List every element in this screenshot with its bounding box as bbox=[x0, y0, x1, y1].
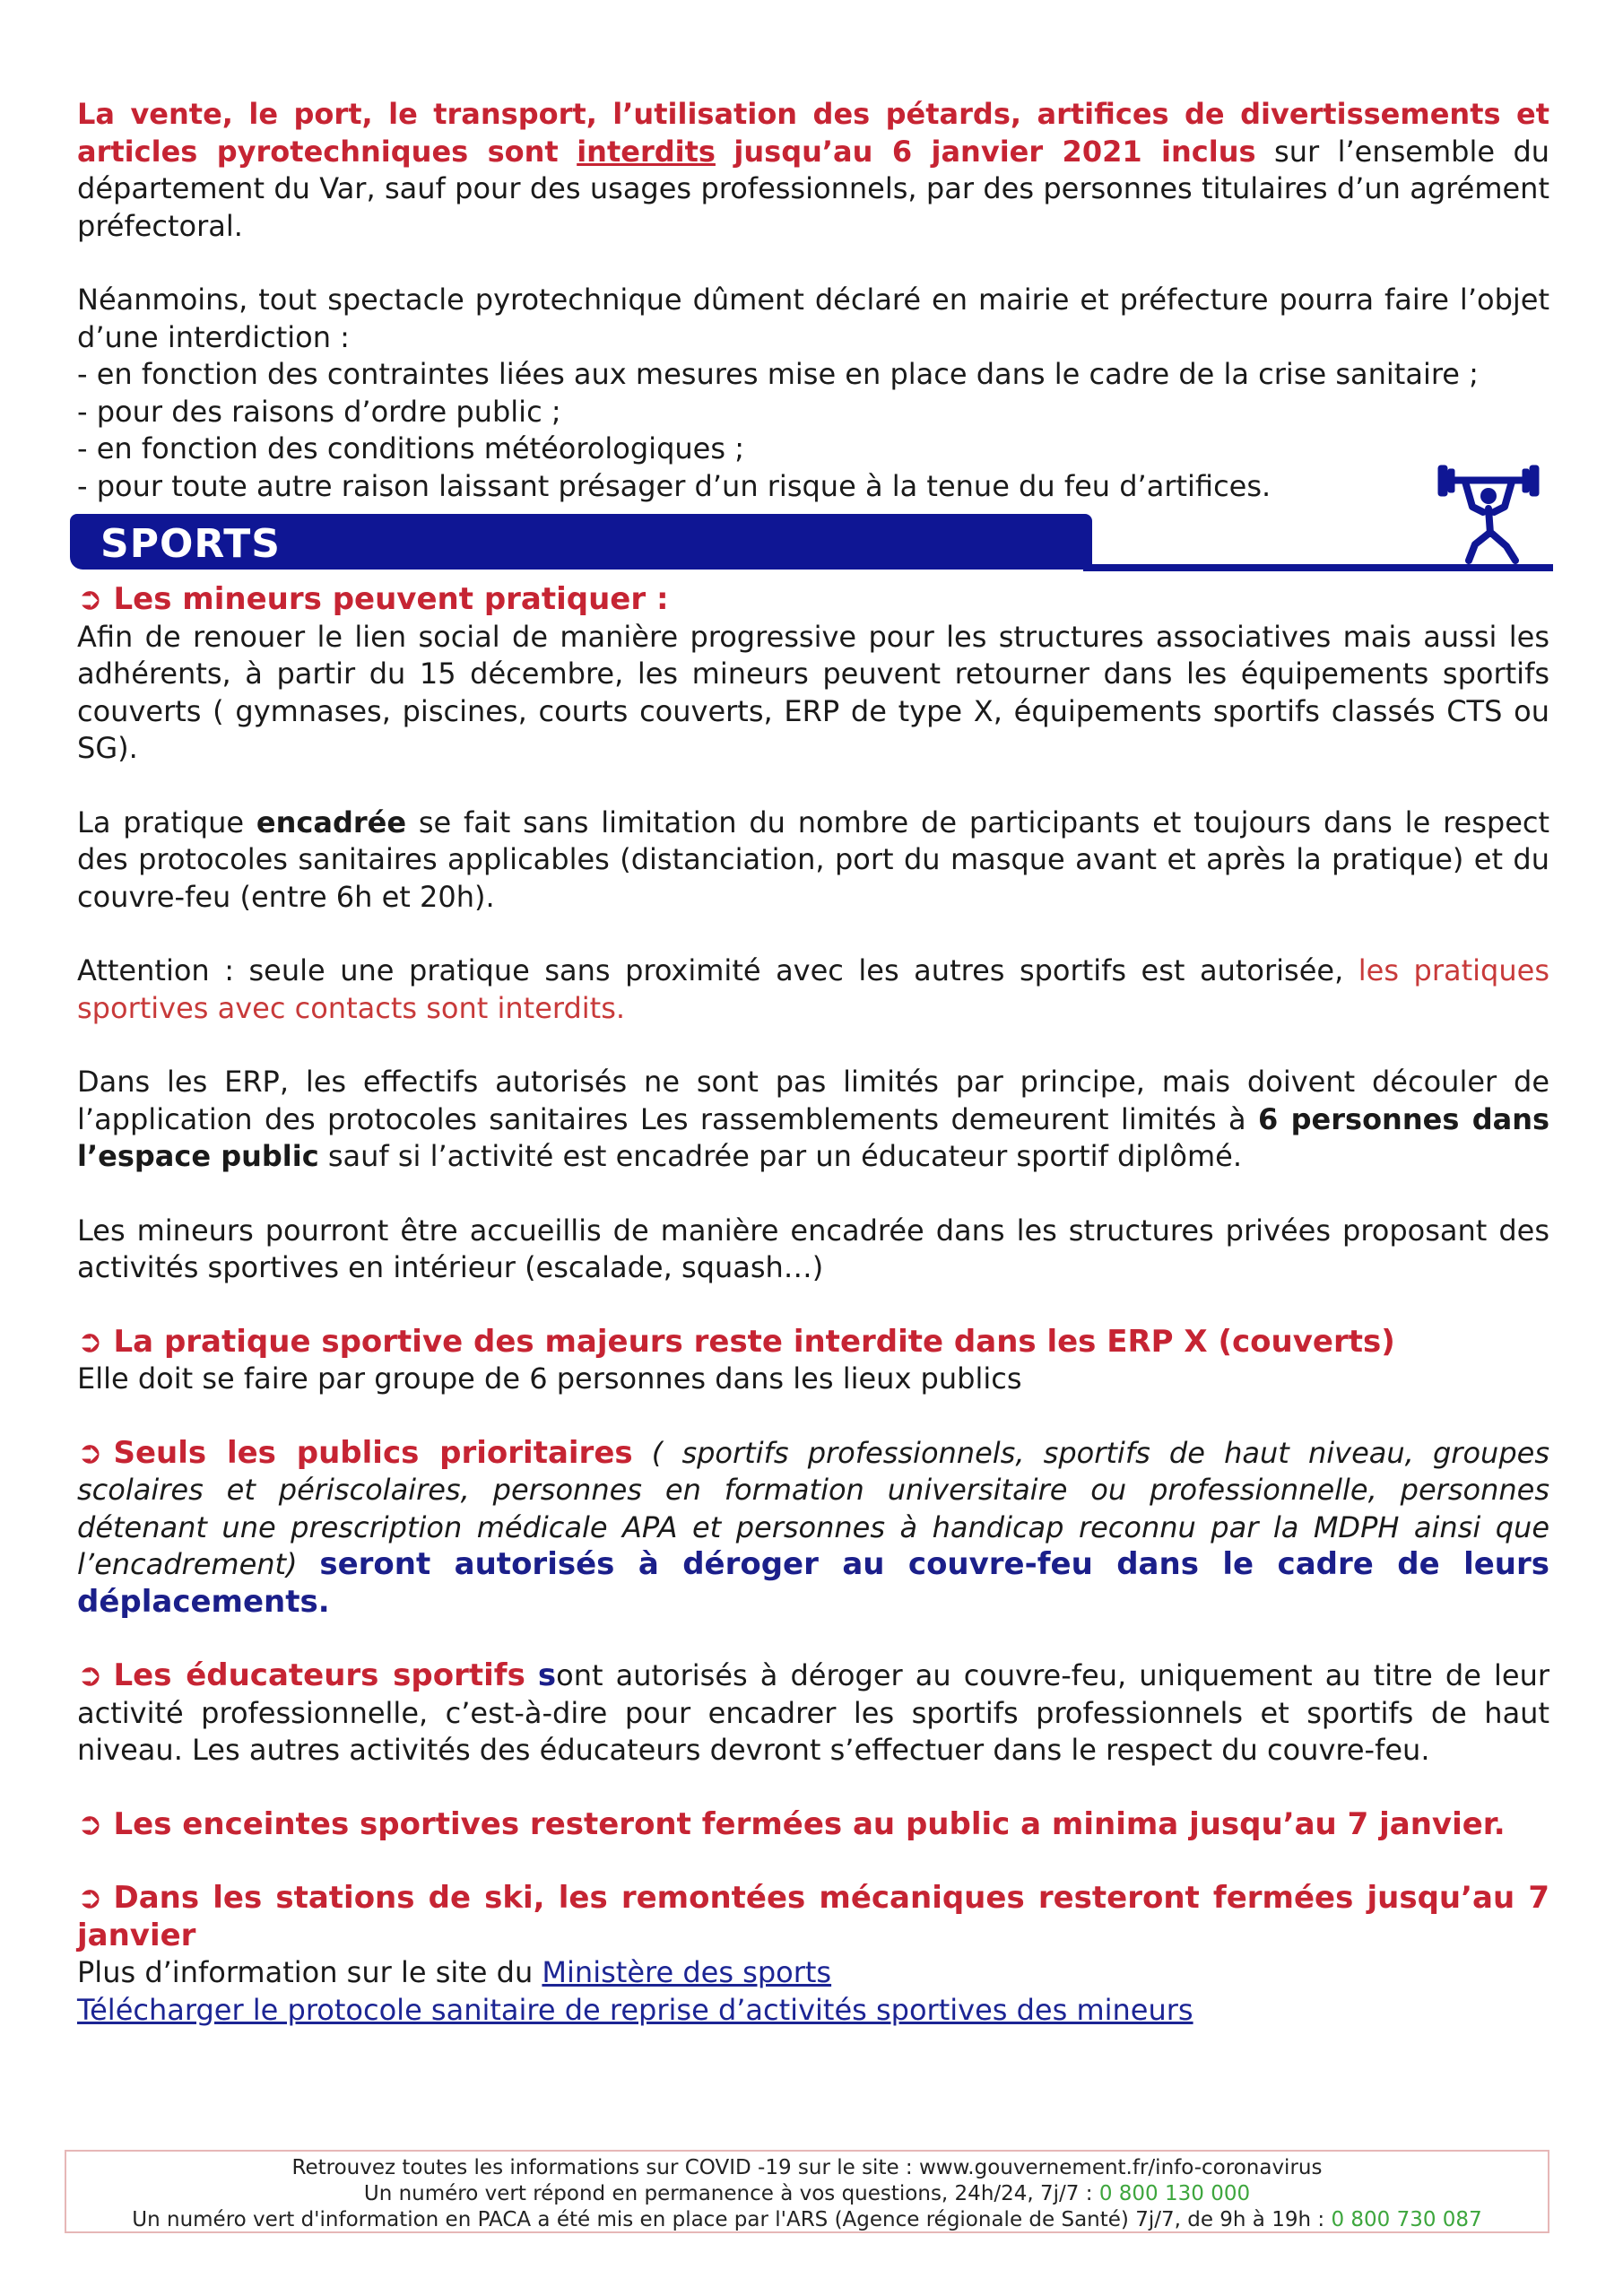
arrow-right-icon: ➲ bbox=[77, 1657, 103, 1693]
encadree-bold: encadrée bbox=[256, 804, 407, 839]
educateurs-paragraph: ➲ Les éducateurs sportifs sont autorisés à déroger au couvre-feu, uniquement au titre de leur activité professionnelle, c’est-à-dire pour encadrer les sportifs professionnels et sportifs de haut niveau. Les autres activités des éducateurs devront s’effectuer dans le respect du couvre-feu. bbox=[77, 1657, 1550, 1767]
educateurs-heading: Les éducateurs sportifs bbox=[113, 1657, 525, 1693]
sports-banner-bar bbox=[70, 514, 1092, 570]
ski-heading: ➲ Dans les stations de ski, les remontées mécaniques resteront fermées jusqu’au 7 janvier bbox=[77, 1880, 1549, 1953]
arrow-right-icon: ➲ bbox=[77, 581, 103, 617]
prioritaires-list: ( sportifs professionnels, sportifs de haut niveau, groupes scolaires et périscolaires, personnes en formation universitaire ou professionnelle, personnes détenant une prescription médicale APA et personnes à handicap reconnu par la MDPH ainsi que l’encadrement) bbox=[77, 1435, 1549, 1581]
arrow-right-icon: ➲ bbox=[77, 1323, 103, 1360]
contacts-interdits: les pratiques sportives avec contacts sont interdits. bbox=[77, 953, 1549, 1025]
pratique-encadree-paragraph: La pratique encadrée se fait sans limitation du nombre de participants et toujours dans le respect des protocoles sanitaires applicables (distanciation, port du masque avant et après la pratique) et du couvre-feu (entre 6h et 20h). bbox=[77, 804, 1550, 914]
arrow-right-icon: ➲ bbox=[77, 1805, 103, 1842]
ban-statement: La vente, le port, le transport, l’utilisation des pétards, artifices de divertissements et articles pyrotechniques sont bbox=[77, 97, 1549, 169]
majeurs-heading: ➲ La pratique sportive des majeurs reste interdite dans les ERP X (couverts) bbox=[77, 1323, 1395, 1360]
structures-privees-paragraph: Les mineurs pourront être accueillis de manière encadrée dans les structures privées proposant des activités sportives en intérieur (escalade, squash…) bbox=[77, 1213, 1549, 1284]
attention-paragraph: Attention : seule une pratique sans proximité avec les autres sportifs est autorisée, les pratiques sportives avec contacts sont interdits. bbox=[77, 953, 1549, 1025]
sports-title: SPORTS bbox=[100, 521, 281, 567]
ban-scope: sur l’ensemble du département du Var, sauf pour des usages professionnels, par des personnes titulaires d’un agrément préfectoral. bbox=[77, 134, 1550, 243]
download-line bbox=[77, 1992, 1549, 2030]
sports-banner bbox=[70, 514, 1553, 578]
paca-phone: 0 800 730 087 bbox=[1331, 2208, 1482, 2231]
sports-section bbox=[77, 581, 1549, 2029]
prioritaires-heading: Seuls les publics prioritaires bbox=[113, 1434, 633, 1471]
info-footer bbox=[65, 2150, 1549, 2233]
pyrotechnics-ban-paragraph bbox=[77, 96, 1549, 245]
footer-hotline-line: Un numéro vert répond en permanence à vos questions, 24h/24, 7j/7 : 0 800 130 000 bbox=[363, 2182, 1251, 2205]
footer-paca-line: Un numéro vert d'information en PACA a été mis en place par l'ARS (Agence régionale de Santé) 7j/7, de 9h à 19h : 0 800 730 087 bbox=[132, 2208, 1482, 2231]
ban-interdits: interdits bbox=[577, 134, 716, 169]
majeurs-text: Elle doit se faire par groupe de 6 personnes dans les lieux publics bbox=[77, 1361, 1022, 1396]
erp-paragraph: Dans les ERP, les effectifs autorisés ne sont pas limités par principe, mais doivent découler de l’application des protocoles sanitaires Les rassemblements demeurent limités à 6 personnes dans l’espace public sauf si l’activité est encadrée par un éducateur sportif diplômé. bbox=[77, 1065, 1550, 1173]
mineurs-paragraph: Afin de renouer le lien social de manière progressive pour les structures associatives mais aussi les adhérents, à partir du 15 décembre, les mineurs peuvent retourner dans les équipements sportifs couverts ( gymnases, piscines, courts couverts, ERP de type X, équipements sportifs classés CTS ou SG). bbox=[77, 619, 1549, 765]
more-info-line: Plus d’information sur le site du Ministère des sports bbox=[77, 1955, 832, 1989]
six-personnes-bold: 6 personnes dans l’espace public bbox=[77, 1101, 1550, 1173]
download-protocol-link[interactable]: Télécharger le protocole sanitaire de reprise d’activités sportives des mineurs bbox=[77, 1992, 1193, 2027]
arrow-right-icon: ➲ bbox=[77, 1434, 103, 1471]
interdiction-bullet: - pour des raisons d’ordre public ; bbox=[77, 394, 561, 429]
footer-website-line: Retrouvez toutes les informations sur COVID -19 sur le site : www.gouvernement.fr/info-coronavirus bbox=[291, 2156, 1323, 2179]
spectacle-paragraph: Néanmoins, tout spectacle pyrotechnique dûment déclaré en mairie et préfecture pourra faire l’objet d’une interdiction : bbox=[77, 283, 1549, 354]
enceintes-heading: ➲ Les enceintes sportives resteront fermées au public a minima jusqu’au 7 janvier. bbox=[77, 1805, 1506, 1842]
pyrotechnics-section bbox=[77, 96, 1549, 505]
mineurs-heading: ➲ Les mineurs peuvent pratiquer : bbox=[77, 581, 669, 617]
prioritaires-conclusion: seront autorisés à déroger au couvre-feu dans le cadre de leurs déplacements. bbox=[77, 1546, 1549, 1620]
interdiction-bullet: - en fonction des conditions météorologiques ; bbox=[77, 431, 744, 465]
interdiction-bullet: - en fonction des contraintes liées aux mesures mise en place dans le cadre de la crise sanitaire ; bbox=[77, 357, 1479, 391]
ministere-sports-link[interactable]: Ministère des sports bbox=[542, 1955, 832, 1989]
interdiction-bullet: - pour toute autre raison laissant présager d’un risque à la tenue du feu d’artifices. bbox=[77, 468, 1271, 503]
ban-date: jusqu’au 6 janvier 2021 inclus bbox=[733, 134, 1256, 169]
hotline-phone: 0 800 130 000 bbox=[1098, 2182, 1251, 2205]
sports-banner-rule bbox=[1083, 564, 1553, 571]
arrow-right-icon: ➲ bbox=[77, 1880, 103, 1916]
prioritaires-paragraph bbox=[77, 1435, 1549, 1622]
